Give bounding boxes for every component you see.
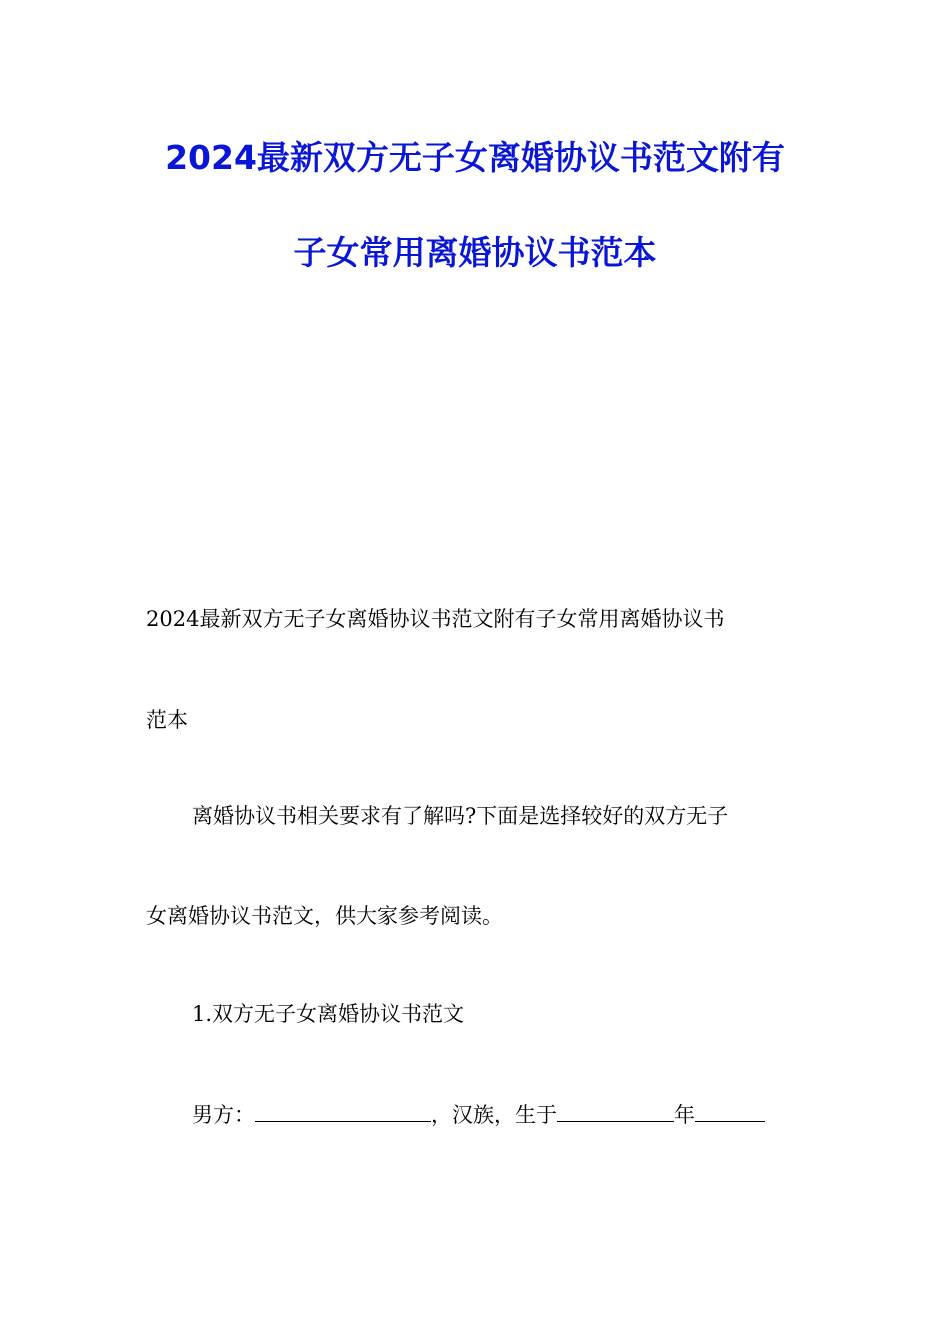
intro-text-line-2: 范本 <box>146 708 188 732</box>
blank-name-field <box>255 1101 431 1122</box>
male-label: 男方： <box>192 1103 255 1127</box>
blank-birth-year-field <box>557 1101 674 1122</box>
blank-birth-month-field <box>695 1101 765 1122</box>
form-line-male <box>192 1101 852 1129</box>
paragraph-line-2: 女离婚协议书范文，供大家参考阅读。 <box>146 904 503 928</box>
document-title-line-1: 2024最新双方无子女离婚协议书范文附有 <box>165 138 785 177</box>
year-label: 年 <box>674 1103 695 1127</box>
ethnicity-text: ，汉族，生于 <box>431 1103 557 1127</box>
intro-text-line-1: 2024最新双方无子女离婚协议书范文附有子女常用离婚协议书 <box>146 607 725 631</box>
paragraph-line-1: 离婚协议书相关要求有了解吗?下面是选择较好的双方无子 <box>192 804 729 828</box>
document-title-line-2: 子女常用离婚协议书范本 <box>293 233 657 272</box>
section-heading: 1.双方无子女离婚协议书范文 <box>192 1002 465 1026</box>
